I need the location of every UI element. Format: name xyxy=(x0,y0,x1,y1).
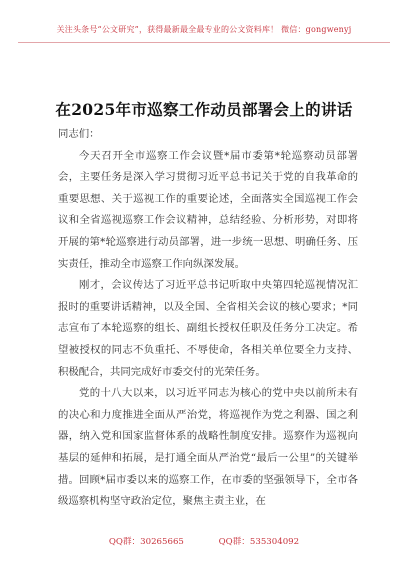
header-promo-note: 关注头条号“公文研究”，获得最新最全最专业的公文资料库！ 微信：gongwenyj xyxy=(56,25,352,34)
document-body xyxy=(58,124,358,513)
salutation: 同志们： xyxy=(58,128,100,140)
paragraph-1: 今天召开全市巡察工作会议暨*届市委第*轮巡察动员部署会，主要任务是深入学习贯彻习近平总书记关于党的自我革命的重要思想、关于巡视工作的重要论述，全面落实全国巡视工作会议和全省巡视巡察工作会议精神，总结经验、分析形势，对即将开展的第*轮巡察进行动员部署，进一步统一思想、明确任务、压实责任，推动全市巡察工作向纵深发展。 xyxy=(58,149,358,270)
header-divider xyxy=(18,42,390,43)
footer-qq-group-2: QQ群：535304092 xyxy=(218,537,300,547)
document-title: 在2025年市巡察工作动员部署会上的讲话 xyxy=(55,100,353,120)
footer-contact xyxy=(0,535,408,547)
paragraph-3: 党的十八大以来，以习近平同志为核心的党中央以前所未有的决心和力度推进全面从严治党，将巡视作为党之利器、国之利器，纳入党和国家监督体系的战略性制度安排。巡察作为巡视向基层的延伸和拓展，是打通全面从严治党“最后一公里”的关键举措。回顾*届市委以来的巡察工作，在市委的坚强领导下，全市各级巡察机构坚守政治定位，聚焦主责主业，在 xyxy=(58,387,358,508)
paragraph-2: 刚才，会议传达了习近平总书记听取中央第四轮巡视情况汇报时的重要讲话精神，以及全国、全省相关会议的核心要求；*同志宣布了本轮巡察的组长、副组长授权任职及任务分工决定。希望被授权的同志不负重托、不辱使命，各相关单位要全力支持、积极配合，共同完成好市委交付的光荣任务。 xyxy=(58,279,358,378)
footer-qq-group-1: QQ群：30265665 xyxy=(108,537,184,547)
